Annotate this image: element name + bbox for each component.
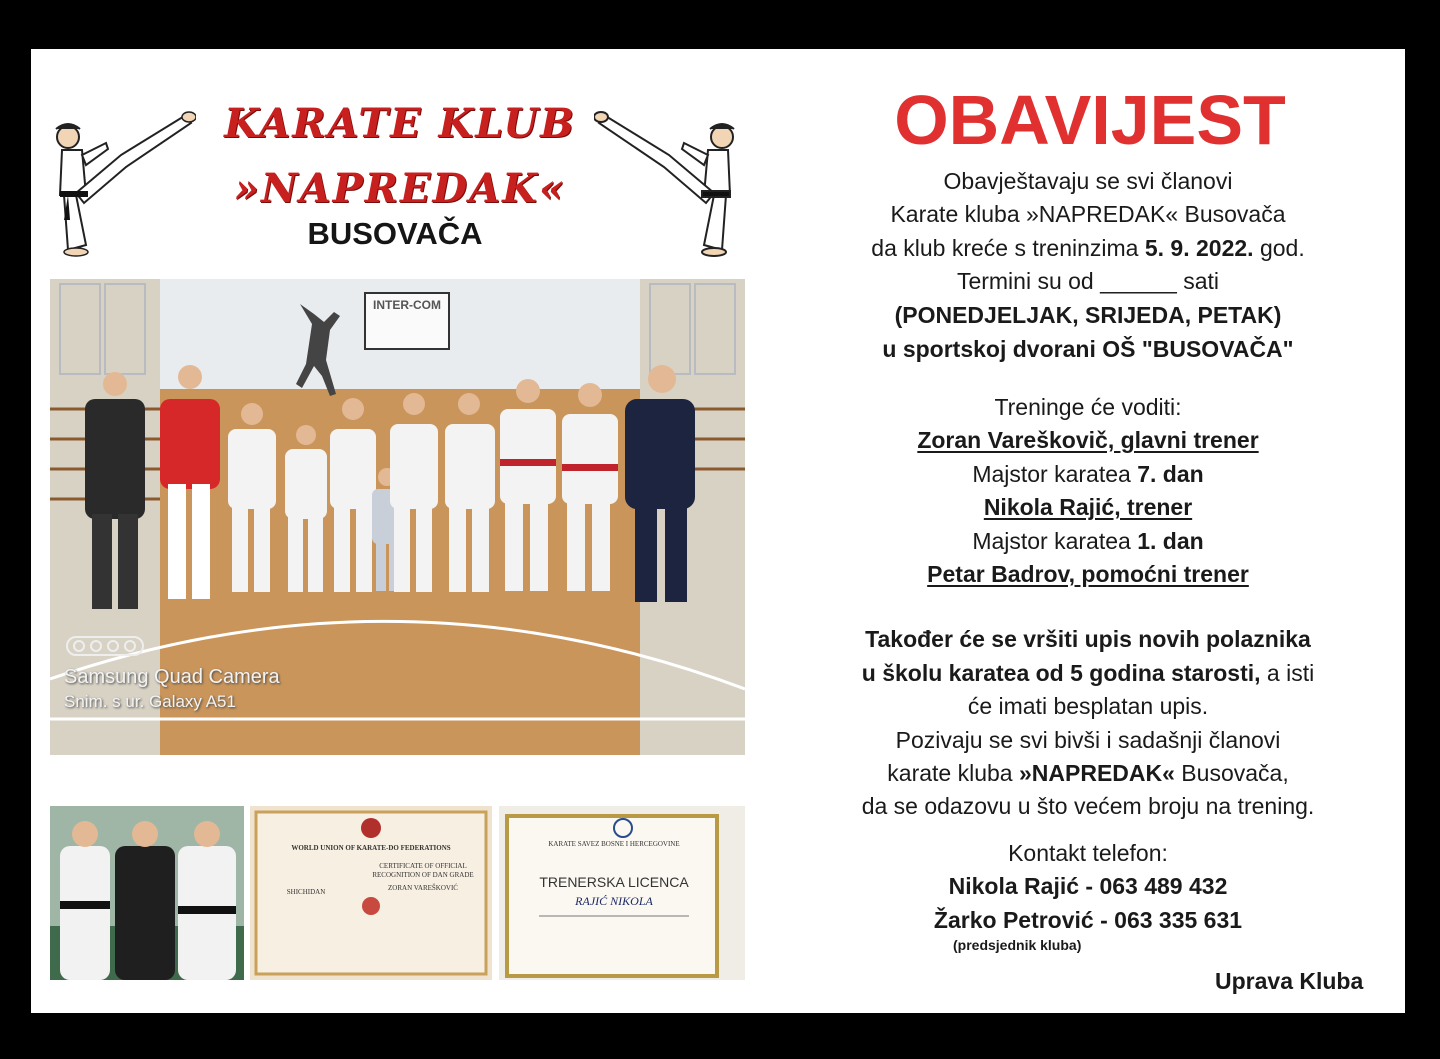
trainer1-rank-value: 7. dan: [1137, 461, 1204, 487]
intro-line-3-text: da klub kreće s treninzima: [871, 235, 1145, 261]
club-city: BUSOVAČA: [307, 216, 483, 251]
intro-line-3: [800, 235, 1376, 262]
certificate1-line2: CERTIFICATE OF OFFICIAL: [379, 862, 467, 870]
enroll-line-2: [800, 660, 1376, 687]
certificate2-name: RAJIĆ NIKOLA: [575, 894, 653, 908]
invite-line-2-text: karate kluba: [887, 760, 1019, 786]
certificate1-grade: SHICHIDAN: [286, 888, 326, 896]
enroll-line-3: će imati besplatan upis.: [967, 693, 1209, 719]
trainer2-rank: [800, 528, 1376, 555]
invite-line-3: da se odazovu u što većem broju na trening.: [861, 793, 1315, 819]
trainer1-name: Zoran Vareškovič, glavni trener: [917, 427, 1259, 453]
contact-2: Žarko Petrović - 063 335 631: [933, 907, 1243, 933]
enroll-line-2-rest: a isti: [1260, 660, 1315, 686]
enroll-line-2-bold: u školu karatea od 5 godina starosti,: [861, 660, 1261, 686]
karateka-left-illustration: [46, 95, 196, 260]
enroll-line-1: Također će se vršiti upis novih polaznika: [865, 626, 1311, 652]
trainer3-name: Petar Badrov, pomoćni trener: [927, 561, 1249, 587]
certificate1-line1: WORLD UNION OF KARATE-DO FEDERATIONS: [291, 844, 451, 852]
certificate1-line3: RECOGNITION OF DAN GRADE: [372, 871, 474, 879]
signoff: Uprava Kluba: [1215, 968, 1364, 994]
camera-watermark-icon: [66, 636, 144, 656]
club-title-line2: »NAPREDAK«: [234, 165, 566, 212]
medal-photo: [50, 806, 244, 980]
days-line: (PONEDJELJAK, SRIJEDA, PETAK): [894, 302, 1282, 328]
contact-2-role: (predsjednik kluba): [953, 937, 1082, 953]
intro-line-3-suffix: god.: [1253, 235, 1305, 261]
trainer2-name: Nikola Rajić, trener: [983, 494, 1193, 520]
photo-watermark-line1: Samsung Quad Camera: [64, 666, 280, 688]
invite-line-2-suffix: Busovača,: [1174, 760, 1289, 786]
invite-line-1: Pozivaju se svi bivši i sadašnji članovi: [895, 727, 1281, 753]
contact-label: Kontakt telefon:: [1008, 840, 1168, 866]
trainer1-rank: [800, 461, 1376, 488]
bottom-black-band: [0, 1040, 1440, 1059]
trainer-license-photo: [499, 806, 745, 980]
karateka-right-illustration: [594, 95, 744, 260]
invite-line-2: [800, 760, 1376, 787]
trainer2-rank-value: 1. dan: [1137, 528, 1204, 554]
certificate1-name: ZORAN VAREŠKOVIĆ: [388, 884, 458, 892]
club-title-line1: KARATE KLUB: [224, 100, 576, 147]
notice-heading: OBAVIJEST: [894, 81, 1286, 159]
intro-line-1: Obavještavaju se svi članovi: [943, 168, 1233, 194]
contact-1: Nikola Rajić - 063 489 432: [948, 873, 1228, 899]
certificate2-title: TRENERSKA LICENCA: [539, 874, 689, 890]
venue-line: u sportskoj dvorani OŠ "BUSOVAČA": [882, 336, 1294, 362]
top-black-band: [0, 0, 1440, 22]
svg-text:INTER-COM: INTER-COM: [373, 298, 441, 312]
trainer1-rank-label: Majstor karatea: [972, 461, 1138, 487]
certificate2-header: KARATE SAVEZ BOSNE I HERCEGOVINE: [548, 840, 680, 848]
times-line: Termini su od ______ sati: [956, 268, 1220, 294]
invite-club-name: »NAPREDAK«: [1018, 760, 1175, 786]
start-date: 5. 9. 2022.: [1144, 235, 1254, 261]
intro-line-2: Karate kluba »NAPREDAK« Busovača: [890, 201, 1286, 227]
trainer2-rank-label: Majstor karatea: [972, 528, 1138, 554]
photo-watermark-line2: Snim. s ur. Galaxy A51: [64, 692, 236, 711]
led-by-line: Treninge će voditi:: [994, 394, 1182, 420]
dan-certificate-photo: [250, 806, 492, 980]
